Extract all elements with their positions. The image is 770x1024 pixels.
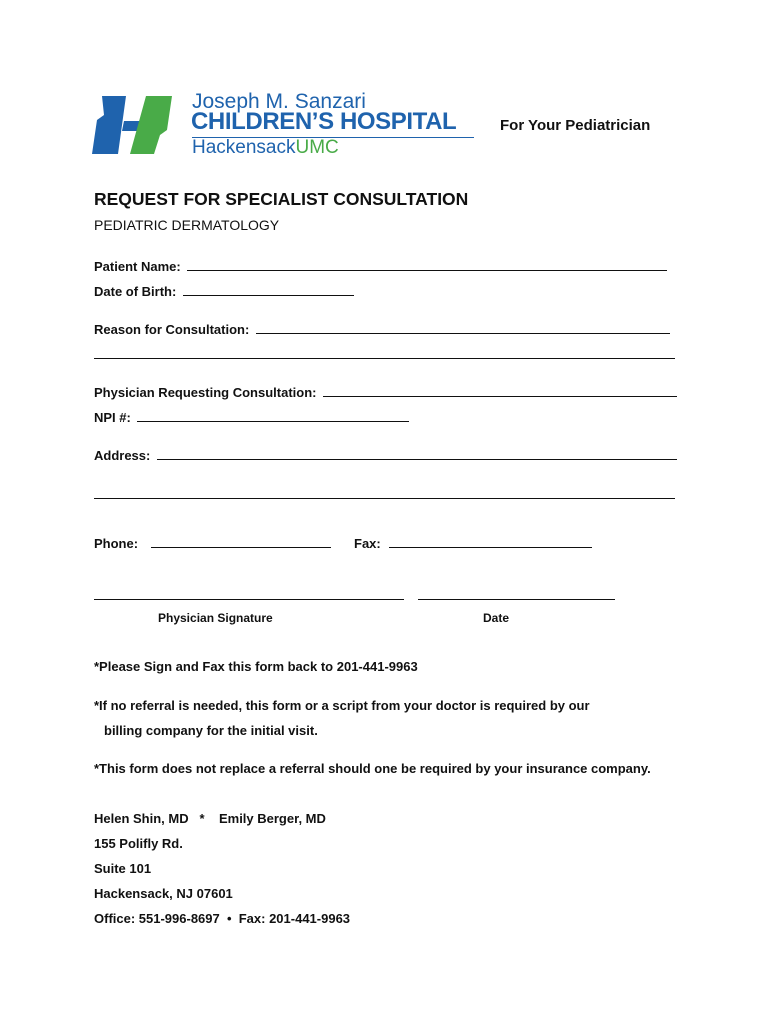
dob-row (94, 283, 354, 301)
physician-label: Physician Requesting Consultation: (94, 385, 317, 400)
reason-label: Reason for Consultation: (94, 322, 250, 337)
phone-label: Phone: (94, 536, 139, 551)
reason-field[interactable] (256, 321, 670, 334)
npi-label: NPI #: (94, 410, 131, 425)
fax-label: Fax: (354, 536, 381, 551)
signature-label: Physician Signature (158, 611, 273, 625)
note-sign-fax: *Please Sign and Fax this form back to 201-441-9963 (94, 659, 418, 674)
note-referral-2: billing company for the initial visit. (104, 723, 318, 738)
form-subtitle: PEDIATRIC DERMATOLOGY (94, 217, 280, 233)
contact-phones: Office: 551-996-8697 • Fax: 201-441-9963 (94, 911, 351, 926)
contact-suite: Suite 101 (94, 861, 152, 876)
npi-row (94, 409, 409, 427)
dob-label: Date of Birth: (94, 284, 177, 299)
logo-line-3 (192, 137, 339, 159)
date-label: Date (483, 611, 510, 625)
address-field-line-2[interactable] (94, 498, 675, 499)
phone-row (94, 535, 331, 553)
phone-field[interactable] (151, 535, 331, 548)
logo-line-1: Joseph M. Sanzari (192, 90, 366, 113)
logo-hackensack: Hackensack (192, 137, 296, 158)
address-row (94, 447, 677, 465)
logo-umc: UMC (295, 137, 339, 158)
physician-field[interactable] (323, 384, 677, 397)
patient-name-field[interactable] (187, 258, 667, 271)
date-field[interactable] (418, 599, 615, 600)
contact-doctors: Helen Shin, MD * Emily Berger, MD (94, 811, 326, 826)
reason-row (94, 321, 670, 339)
fax-row (354, 535, 592, 553)
patient-name-label: Patient Name: (94, 259, 181, 274)
note-referral-1: *If no referral is needed, this form or a script from your doctor is required by our (94, 698, 590, 713)
dob-field[interactable] (183, 283, 354, 296)
contact-street: 155 Polifly Rd. (94, 836, 183, 851)
fax-field[interactable] (389, 535, 592, 548)
note-insurance: *This form does not replace a referral should one be required by your insurance company. (94, 761, 651, 776)
audience-label: For Your Pediatrician (500, 117, 651, 134)
contact-city: Hackensack, NJ 07601 (94, 886, 233, 901)
signature-field[interactable] (94, 599, 404, 600)
patient-name-row (94, 258, 667, 276)
logo-line-2: CHILDREN’S HOSPITAL (191, 108, 457, 135)
address-field[interactable] (157, 447, 677, 460)
form-title: REQUEST FOR SPECIALIST CONSULTATION (94, 189, 469, 209)
npi-field[interactable] (137, 409, 409, 422)
address-label: Address: (94, 448, 151, 463)
h-mark-icon (88, 94, 184, 156)
reason-field-line-2[interactable] (94, 358, 675, 359)
hospital-logo (88, 92, 480, 158)
physician-row (94, 384, 677, 402)
